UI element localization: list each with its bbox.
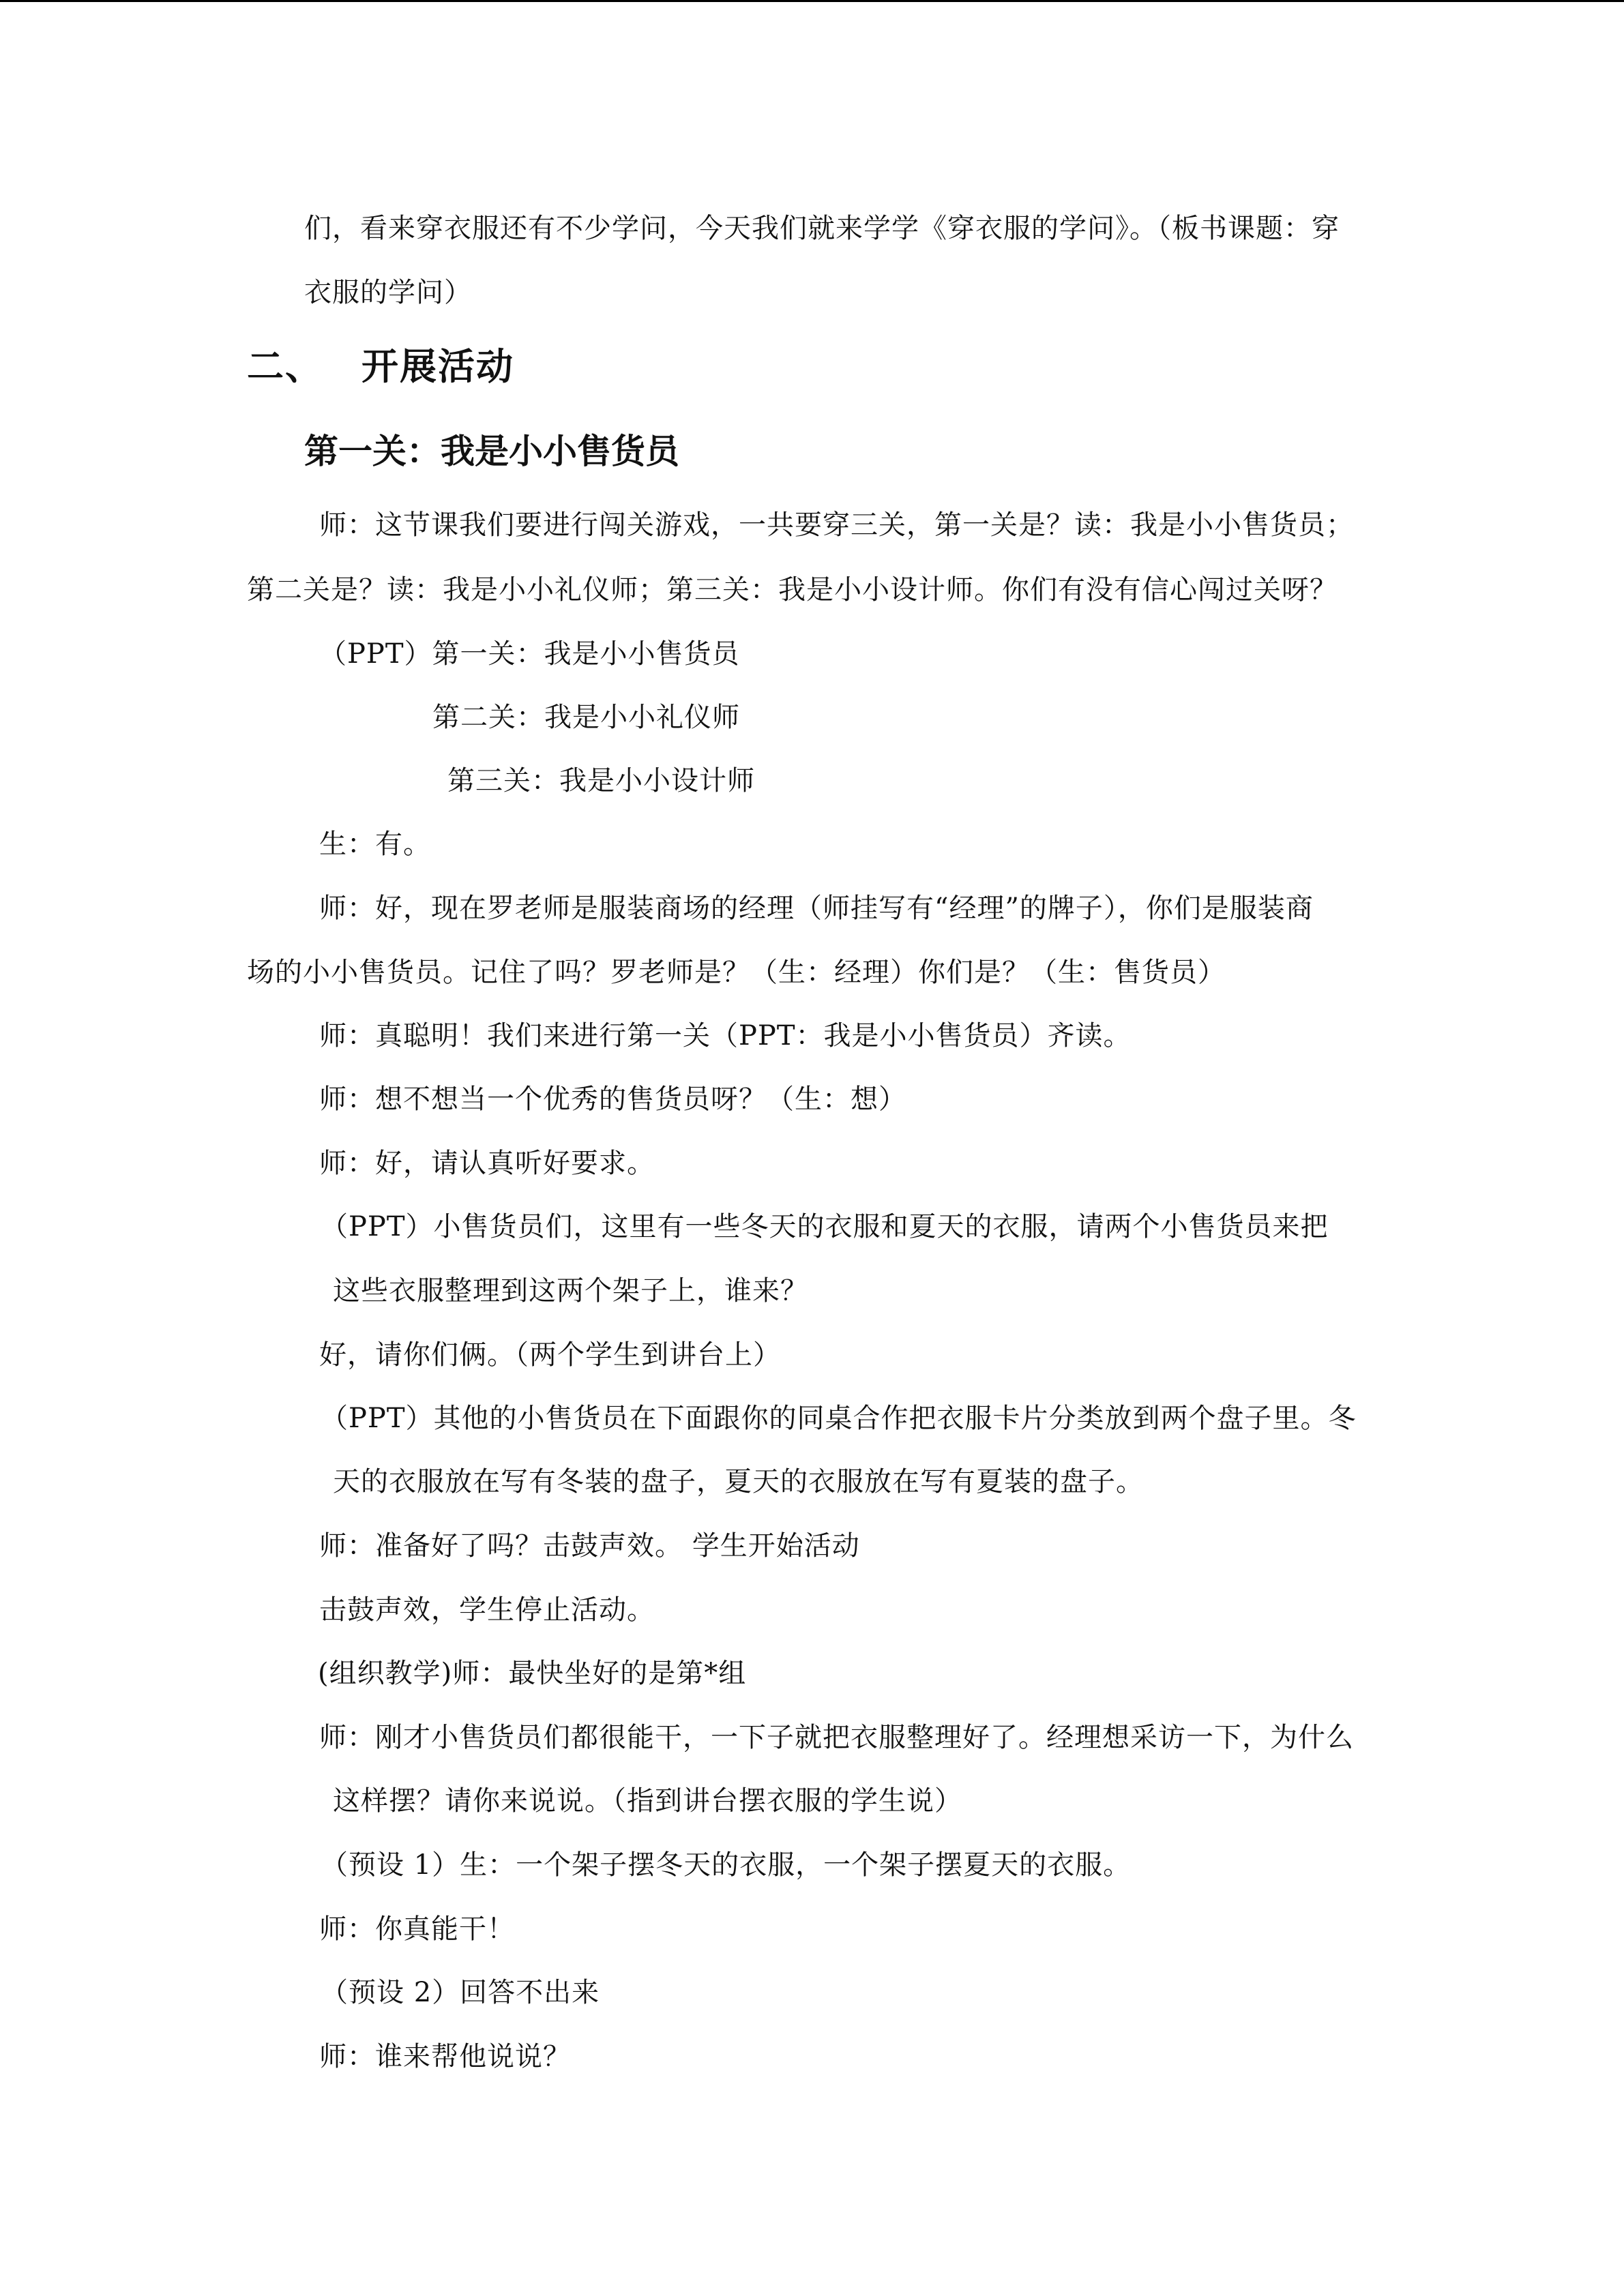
body-line: 第三关：我是小小设计师 bbox=[447, 765, 755, 796]
body-line: 师：好，请认真听好要求。 bbox=[319, 1148, 655, 1179]
subsection-heading: 第一关：我是小小售货员 bbox=[304, 432, 679, 471]
body-line: 师：准备好了吗？击鼓声效。 学生开始活动 bbox=[319, 1530, 860, 1562]
body-line: 生：有。 bbox=[319, 829, 431, 860]
body-line: 师：谁来帮他说说？ bbox=[319, 2041, 571, 2072]
body-line: 师：想不想当一个优秀的售货员呀？（生：想） bbox=[319, 1084, 906, 1115]
body-line: （PPT）第一关：我是小小售货员 bbox=[319, 638, 740, 670]
body-line: （PPT）其他的小售货员在下面跟你的同桌合作把衣服卡片分类放到两个盘子里。冬 bbox=[321, 1403, 1357, 1434]
body-line: 天的衣服放在写有冬装的盘子，夏天的衣服放在写有夏装的盘子。 bbox=[333, 1466, 1144, 1497]
body-line: 击鼓声效，学生停止活动。 bbox=[319, 1594, 655, 1626]
body-line: 师：好，现在罗老师是服装商场的经理（师挂写有“经理”的牌子），你们是服装商 bbox=[319, 893, 1314, 924]
body-line: 第二关：我是小小礼仪师 bbox=[432, 702, 740, 733]
body-line: 师：你真能干！ bbox=[319, 1913, 515, 1945]
body-line: 师：这节课我们要进行闯关游戏，一共要穿三关，第一关是？读：我是小小售货员； bbox=[319, 509, 1354, 541]
page-top-border bbox=[0, 0, 1624, 2]
body-line: 这样摆？请你来说说。（指到讲台摆衣服的学生说） bbox=[333, 1785, 962, 1817]
body-line: 师：刚才小售货员们都很能干，一下子就把衣服整理好了。经理想采访一下，为什么 bbox=[319, 1722, 1354, 1753]
intro-line: 们，看来穿衣服还有不少学问，今天我们就来学学《穿衣服的学问》。（板书课题：穿 bbox=[304, 213, 1340, 244]
body-line: 第二关是？读：我是小小礼仪师；第三关：我是小小设计师。你们有没有信心闯过关呀？ bbox=[247, 574, 1338, 606]
body-line: (组织教学)师：最快坐好的是第*组 bbox=[318, 1658, 747, 1689]
body-line: （PPT）小售货员们，这里有一些冬天的衣服和夏天的衣服，请两个小售货员来把 bbox=[321, 1211, 1329, 1242]
body-line: 这些衣服整理到这两个架子上，谁来？ bbox=[333, 1275, 808, 1307]
body-line: （预设 2）回答不出来 bbox=[321, 1977, 600, 2008]
body-line: 师：真聪明！我们来进行第一关（PPT：我是小小售货员）齐读。 bbox=[319, 1020, 1132, 1052]
section-heading-title: 开展活动 bbox=[361, 345, 514, 388]
body-line: 场的小小售货员。记住了吗？罗老师是？（生：经理）你们是？（生：售货员） bbox=[247, 957, 1226, 988]
intro-line: 衣服的学问） bbox=[304, 277, 472, 308]
body-line: （预设 1）生：一个架子摆冬天的衣服，一个架子摆夏天的衣服。 bbox=[321, 1849, 1132, 1881]
body-line: 好，请你们俩。（两个学生到讲台上） bbox=[319, 1339, 781, 1371]
section-heading bbox=[247, 345, 514, 389]
section-heading-number: 二、 bbox=[247, 345, 323, 388]
